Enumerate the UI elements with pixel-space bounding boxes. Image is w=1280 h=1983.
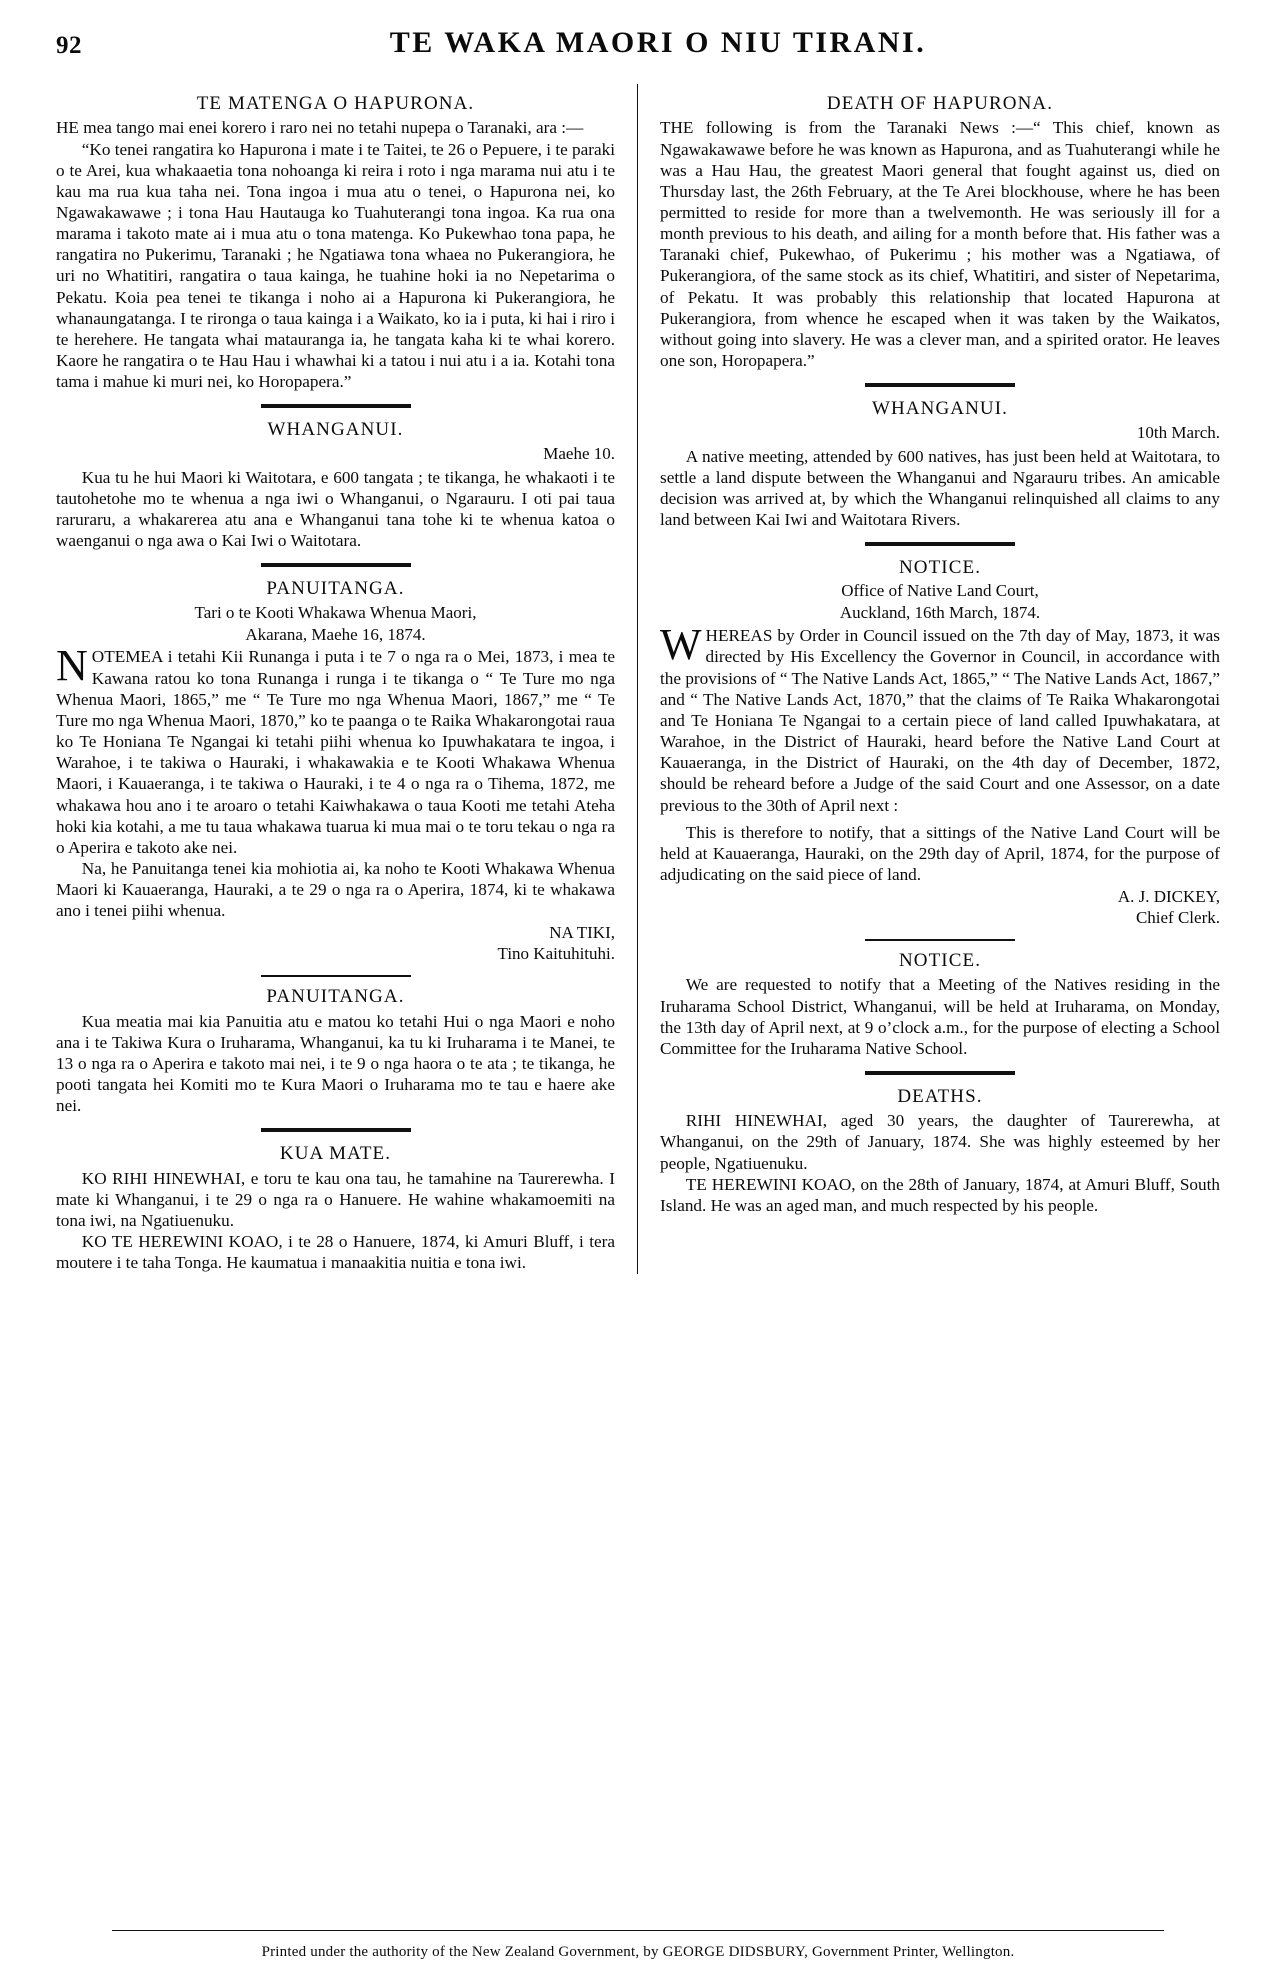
dropcap-paragraph xyxy=(660,620,1220,815)
article-whanganui-english xyxy=(660,397,1220,530)
section-divider xyxy=(261,975,411,977)
article-notice-school-meeting xyxy=(660,949,1220,1059)
article-deaths xyxy=(660,1085,1220,1216)
article-heading: DEATHS. xyxy=(897,1085,983,1107)
article-heading: DEATH OF HAPURONA. xyxy=(826,93,1054,114)
drop-cap: W xyxy=(660,620,702,670)
article-paragraph: “Ko tenei rangatira ko Hapurona i mate i te Taitei, te 26 o Pepuere, i te paraki o te Arei, kua whakaaetia tona nohoanga ki reira i roto i nga marama nui atu i te kau ma rua kua taha nei. Tona ingoa i mua atu o tenei, o Hapurona nei, ko Ngawakawawe ; i tona Hau Hautauga ko Tuahuterangi tona ingoa. Ka rua ona marama i takoto mate ai i mua atu o tona matenga. Ko Pukewhao tona papa, he rangatira no Pukerimu, Taranaki ; he Ngatiawa tona whaea no Pukerangiora, he uri no Whatitiri, rangatira o taua kainga, he tuahine hoki ia no Nepetarima o Pekatu. Koia pea tenei te tikanga i noho ai a Hapurona ki Pukerangiora, he whanaungatanga. I te rironga o taua kainga i a Waikato, ko ia i puta, ki hai i riro i te herehere. He tangata whai matauranga ia, he tangata kaha ki te whai korero. Kaore he rangatira o te Hau Hau i whawhai ki a tatou i nui atu i a ia. Kotahi tona tama i mahue ki muri nei, ko Horopapera.” xyxy=(56,139,615,392)
article-paragraph: THE following is from the Taranaki News :—“ This chief, known as Ngawakawawe before he was known as Hapurona, and as Tuahuterangi while he was a Hau Hau, the greatest Maori general that fought against us, died on Thursday last, the 26th February, at the Te Arei blockhouse, where he has been permitted to reside for more than a twelvemonth. He was seriously ill for a month previous to his death, and ailing for a month before that. His father was a Taranaki chief, Pukewhao, of Pukerimu ; his mother was a Ngatiawa, of Pukerangiora, of the same stock as its chief, Whatitiri, and sister of Nepetarima, of Pekatu. It was probably this relationship that located Hapurona at Pukerangiora, from whence he escaped when it was taken by the Waikatos, without going into slavery. He was a clever man, and a spirited orator. He leaves one son, Horopapera.” xyxy=(660,118,1220,371)
section-divider xyxy=(865,383,1015,387)
article-subheading: Akarana, Maehe 16, 1874. xyxy=(245,624,426,644)
drop-cap: N xyxy=(56,641,88,691)
signature-title: Tino Kaituhituhi. xyxy=(497,944,615,964)
section-divider xyxy=(865,939,1015,941)
article-whanganui-maori xyxy=(56,418,615,551)
right-column xyxy=(638,84,1220,1274)
article-paragraph: A native meeting, attended by 600 natives, has just been held at Waitotara, to settle a land dispute between the Whanganui and Ngarauru tribes. An amicable decision was arrived at, by which the Whanganui relinquished all claims to any land between Kai Iwi and Waitotara Rivers. xyxy=(660,446,1220,529)
column-layout xyxy=(56,84,1220,1274)
article-heading: WHANGANUI. xyxy=(267,419,404,441)
article-paragraph: TE HEREWINI KOAO, on the 28th of January, 1874, at Amuri Bluff, South Island. He was an aged man, and much respected by his people. xyxy=(660,1174,1220,1215)
article-death-of-hapurona xyxy=(660,92,1220,371)
article-paragraph: We are requested to notify that a Meeting of the Natives residing in the Iruharama School District, Whanganui, will be held at Iruharama, on Monday, the 13th day of April next, at 9 o’clock a.m., for the purpose of electing a School Committee for the Iruharama Native School. xyxy=(660,975,1220,1058)
footer-imprint: Printed under the authority of the New Zealand Government, by GEORGE DIDSBURY, Government Printer, Wellington. xyxy=(261,1944,1015,1960)
newspaper-page xyxy=(0,22,1280,1983)
section-divider xyxy=(261,404,411,408)
signature-title: Chief Clerk. xyxy=(1135,908,1220,928)
footer-divider xyxy=(112,1930,1164,1931)
article-paragraph: Na, he Panuitanga tenei kia mohiotia ai, ka noho te Kooti Whakawa Whenua Maori ki Kauaeranga, Hauraki, a te 29 o nga ra o Aperira, 1874, ki te whakawa ano i tenei piihi whenua. xyxy=(56,859,615,921)
article-paragraph: KO RIHI HINEWHAI, e toru te kau ona tau, he tamahine na Taurerewha. I mate ki Whanganui, i te 29 o nga ra o Hanuere. He wahine whakamoemiti na tona iwi, na Ngatiuenuku. xyxy=(56,1168,615,1231)
article-paragraph: OTEMEA i tetahi Kii Runanga i puta i te 7 o nga ra o Mei, 1873, i mea te Kawana ratou ko tona Runanga i runga i te tikanga o “ Te Ture mo nga Whenua Maori, 1865,” me “ Te Ture mo nga Whenua Maori, 1867,” me “ Te Ture mo nga Whenua Maori, 1870,” ko te paanga o te Raika Whakarongotai raua ko Te Honiana Te Ngangai ki tetahi piihi whenua ko Ipuwhakatara te ingoa, i Warahoe, i te takiwa o Hauraki, i whakawakia e te Kooti Whakawa Whenua Maori, i Kauaeranga, i te takiwa o Hauraki, i te 4 o nga ra o Tihema, 1872, me whakawa hou ano i te aroaro o tetahi Kaiwhakawa o taua Kooti me tetahi Ateha hoki kia kotahi, a me tu taua whakawa tuarua ki mua mai o te toru tekau o nga ra o Aperira e takoto ake nei. xyxy=(56,647,615,857)
article-notice-native-land-court xyxy=(660,556,1220,929)
article-dateline: Maehe 10. xyxy=(543,443,615,463)
article-heading: PANUITANGA. xyxy=(266,986,405,1008)
section-divider xyxy=(865,542,1015,546)
article-heading: WHANGANUI. xyxy=(871,398,1009,420)
article-subheading: Office of Native Land Court, xyxy=(841,581,1039,601)
dropcap-paragraph xyxy=(56,641,615,858)
article-heading: PANUITANGA. xyxy=(266,578,405,600)
article-heading: KUA MATE. xyxy=(279,1143,392,1165)
article-paragraph: This is therefore to notify, that a sittings of the Native Land Court will be held at Kauaeranga, Hauraki, on the 29th day of April, 1874, for the purpose of adjudicating on the said piece of land. xyxy=(660,822,1220,885)
article-panuitanga-kooti xyxy=(56,577,615,965)
signature-name: NA TIKI, xyxy=(549,923,615,943)
masthead-title: TE WAKA MAORI O NIU TIRANI. xyxy=(389,26,927,59)
signature-name: A. J. DICKEY, xyxy=(1117,887,1220,907)
page-number: 92 xyxy=(56,32,82,59)
section-divider xyxy=(261,563,411,567)
article-te-matenga-o-hapurona xyxy=(56,92,615,392)
article-heading: NOTICE. xyxy=(898,949,982,971)
article-panuitanga-hui xyxy=(56,985,615,1116)
article-dateline: 10th March. xyxy=(1136,422,1220,442)
article-paragraph: Kua tu he hui Maori ki Waitotara, e 600 tangata ; te tikanga, he whakaoti i te tautohetohe mo te whenua a nga iwi o Whanganui, o Ngarauru. I oti pai taua raruraru, a whakarerea atu ana e Whanganui tana tohe ki te whenua katoa o waenganui o nga awa o Kai Iwi o Waitotara. xyxy=(56,467,615,551)
left-column xyxy=(56,84,638,1274)
section-divider xyxy=(865,1071,1015,1075)
masthead xyxy=(56,22,1220,78)
article-heading: NOTICE. xyxy=(898,557,982,579)
article-paragraph: HE mea tango mai enei korero i raro nei no tetahi nupepa o Taranaki, ara :— xyxy=(56,118,584,138)
article-heading: TE MATENGA O HAPURONA. xyxy=(196,93,475,114)
article-subheading: Auckland, 16th March, 1874. xyxy=(839,603,1041,623)
section-divider xyxy=(261,1128,411,1132)
article-subheading: Tari o te Kooti Whakawa Whenua Maori, xyxy=(194,602,477,622)
article-kua-mate xyxy=(56,1142,615,1273)
article-paragraph: Kua meatia mai kia Panuitia atu e matou ko tetahi Hui o nga Maori e noho ana i te Takiwa Kura o Iruharama, Whanganui, ka tu ki Iruharama i te Manei, te 13 o nga ra o Aperira e takoto mai nei, i te 9 o nga haora o te ata ; te tikanga, he pooti tangata hei Komiti mo te Kura Maori o Iruharama mo te tau e haere ake nei. xyxy=(56,1011,615,1116)
article-paragraph: KO TE HEREWINI KOAO, i te 28 o Hanuere, 1874, ki Amuri Bluff, i tera moutere i te taha Tonga. He kaumatua i manaakitia nuitia e tona iwi. xyxy=(56,1232,615,1273)
article-paragraph: RIHI HINEWHAI, aged 30 years, the daughter of Taurerewha, at Whanganui, on the 29th of January, 1874. She was highly esteemed by her people, Ngatiuenuku. xyxy=(660,1111,1220,1173)
article-paragraph: HEREAS by Order in Council issued on the 7th day of May, 1873, it was directed by His Excellency the Governor in Council, in accordance with the provisions of “ The Native Lands Act, 1865,” “ The Native Lands Act, 1867,” and “ The Native Lands Act, 1870,” that the claims of Te Raika Whakarongotai and Te Honiana Te Ngangai to a certain piece of land called Ipuwhakatara, at Warahoe, in the District of Hauraki, heard before the Native Land Court at Kauaeranga, in the District of Hauraki, on the 4th day of December, 1872, should be reheard before a Judge of the said Court and one Assessor, on a date previous to the 30th of April next : xyxy=(660,626,1220,815)
